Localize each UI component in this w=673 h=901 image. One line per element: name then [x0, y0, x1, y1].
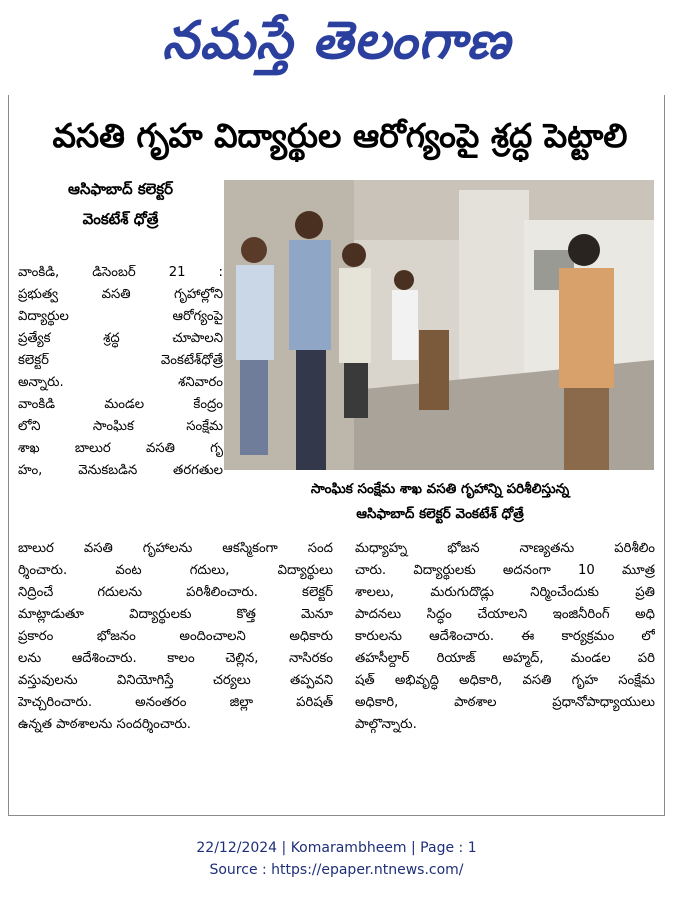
body-line: విద్యార్థుల ఆరోగ్యంపై	[18, 309, 223, 324]
body-line: హం, వెనుకబడిన తరగతుల	[18, 463, 223, 478]
body-line: శాఖ బాలుర వసతి గృ	[18, 441, 223, 456]
article-headline: వసతి గృహ విద్యార్థుల ఆరోగ్యంపై శ్రద్ధ పెట్టాలి	[52, 116, 628, 155]
body-line: లను ఆదేశించారు. కాలం చెల్లిన, నాసిరకం	[18, 651, 333, 666]
body-line: అన్నారు. శనివారం	[18, 375, 223, 390]
article-photo	[224, 180, 654, 470]
body-column-narrow	[18, 262, 223, 482]
body-line: తహసీల్దార్ రియాజ్ అహ్మద్, మండల పరి	[355, 651, 655, 666]
body-column-left	[18, 538, 333, 736]
footer-source-link[interactable]: Source : https://epaper.ntnews.com/	[209, 862, 464, 878]
body-line: లోని సాంఘిక సంక్షేమ	[18, 419, 223, 434]
body-line: ప్రత్యేక శ్రద్ధ చూపాలని	[18, 331, 223, 346]
body-line: ర్శించారు. వంట గదులు, విద్యార్థులు	[18, 563, 333, 578]
body-line: బాలుర వసతి గృహాలను ఆకస్మికంగా సంద	[18, 541, 333, 556]
body-line: కారులను ఆదేశించారు. ఈ కార్యక్రమం లో	[355, 629, 655, 644]
photo-caption-line2: ఆసిఫాబాద్ కలెక్టర్ వెంకటేశ్ ధోత్రే	[356, 506, 524, 522]
body-line: మధ్యాహ్న భోజన నాణ్యతను పరిశీలిం	[355, 541, 655, 556]
body-column-right	[355, 538, 655, 736]
masthead-logo: నమస్తే తెలంగాణ	[162, 11, 511, 71]
photo-illustration	[224, 180, 654, 470]
body-line: ప్రకారం భోజనం అందించాలని అధికారు	[18, 629, 333, 644]
body-line: చారు. విద్యార్థులకు అదనంగా 10 మూత్ర	[355, 563, 655, 578]
body-line: శాలలు, మరుగుదొడ్లు నిర్మించేందుకు ప్రతి	[355, 585, 655, 600]
body-line: హెచ్చరించారు. అనంతరం జిల్లా పరిషత్	[18, 695, 333, 710]
body-line: ప్రభుత్వ వసతి గృహాల్లోని	[18, 287, 223, 302]
body-line: ఉన్నత పాఠశాలను సందర్శించారు.	[18, 717, 191, 732]
body-line: పాల్గొన్నారు.	[355, 717, 417, 732]
body-line: షత్ అభివృద్ధి అధికారి, వసతి గృహ సంక్షేమ	[355, 673, 655, 688]
body-line: పాదనలు సిద్ధం చేయాలని ఇంజినీరింగ్ అధి	[355, 607, 655, 622]
byline-title: ఆసిఫాబాద్ కలెక్టర్	[67, 180, 174, 198]
body-line: మాట్లాడుతూ విద్యార్థులకు కొత్త మెనూ	[18, 607, 333, 622]
body-line: కలెక్టర్ వెంకటేశ్‌ధోత్రే	[18, 353, 223, 368]
footer-date-edition: 22/12/2024 | Komarambheem | Page : 1	[196, 840, 477, 856]
body-line: వస్తువులను వినియోగిస్తే చర్యలు తప్పవని	[18, 673, 333, 688]
byline-name: వెంకటేశ్ ధోత్రే	[82, 210, 159, 228]
body-line: వాంకిడి మండల కేంద్రం	[18, 397, 223, 412]
body-line: నిద్రించే గదులను పరిశీలించారు. కలెక్టర్	[18, 585, 333, 600]
body-line: అధికారి, పాఠశాల ప్రధానోపాధ్యాయులు	[355, 695, 655, 710]
body-line: వాంకిడి, డిసెంబర్ 21 :	[18, 265, 223, 280]
photo-caption-line1: సాంఘిక సంక్షేమ శాఖ వసతి గృహాన్ని పరిశీలిస్తున్న	[310, 481, 570, 497]
